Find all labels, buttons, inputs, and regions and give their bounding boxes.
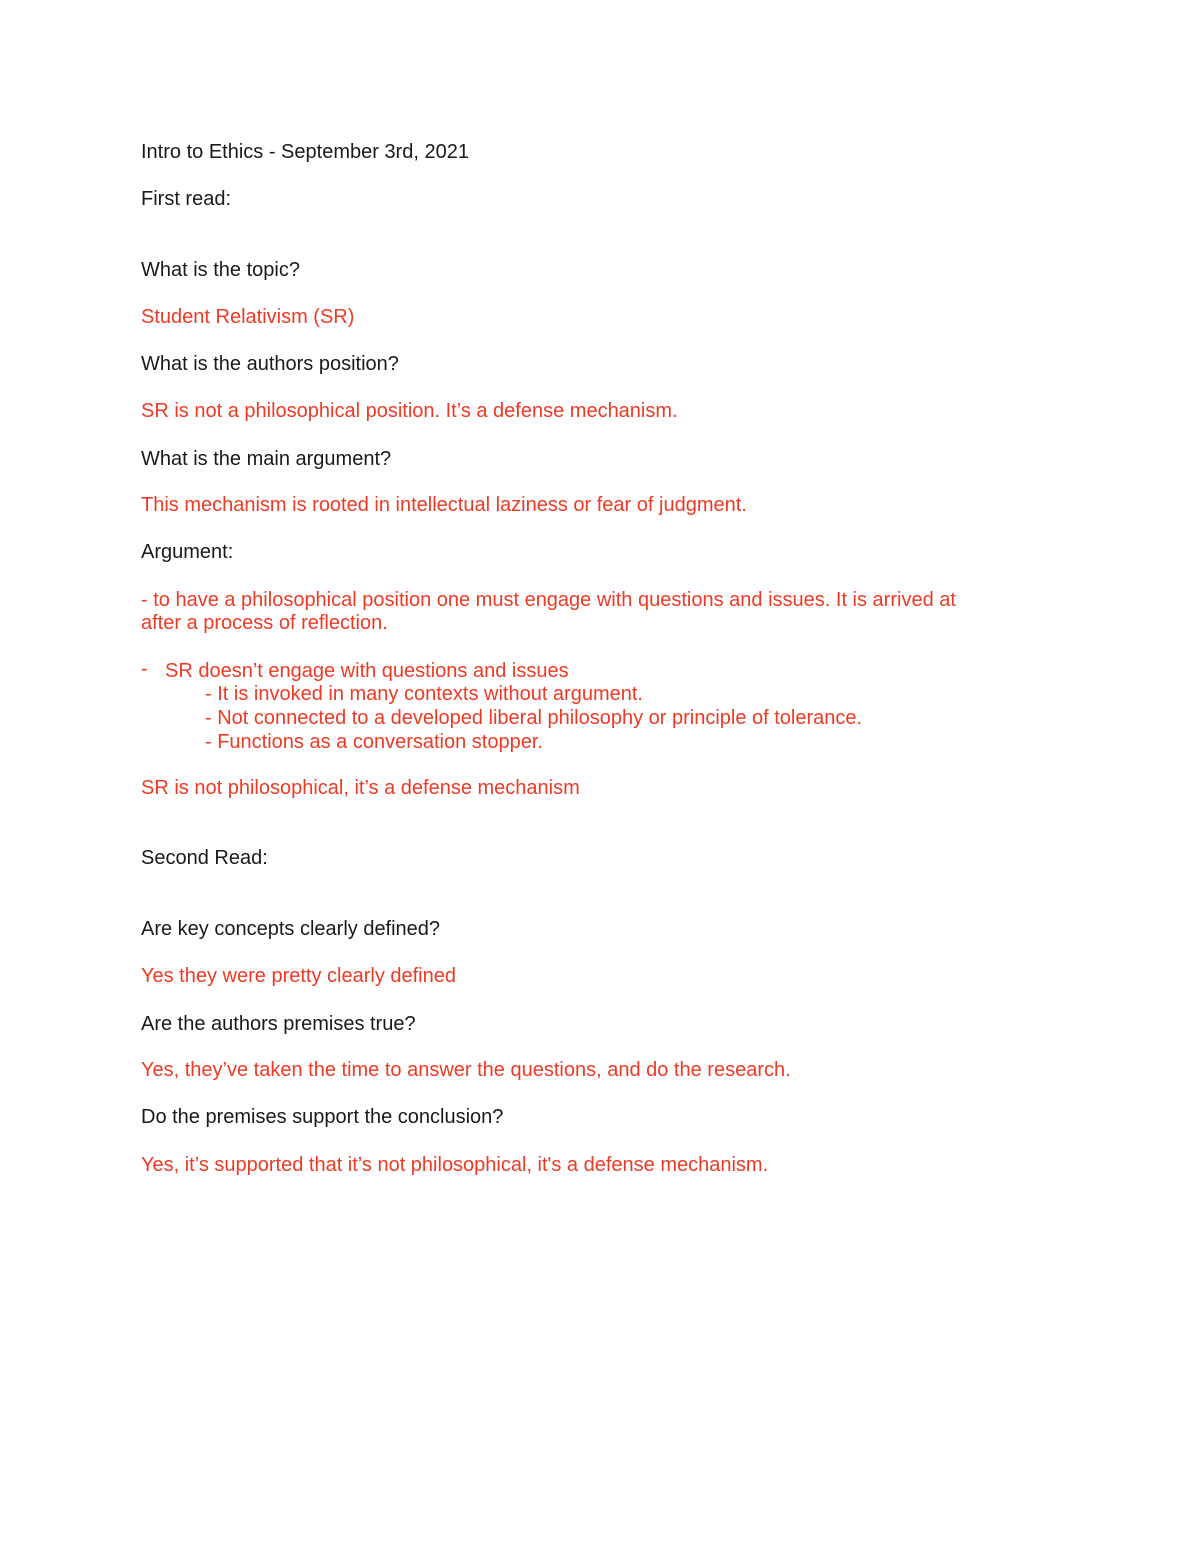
support-answer: Yes, it’s supported that it’s not philosophical, it's a defense mechanism. xyxy=(141,1154,769,1176)
sub-point: - It is invoked in many contexts without argument. xyxy=(205,683,643,705)
argument-heading: Argument: xyxy=(141,541,234,563)
conclusion: SR is not philosophical, it’s a defense mechanism xyxy=(141,777,580,799)
topic-question: What is the topic? xyxy=(141,259,300,281)
concepts-answer: Yes they were pretty clearly defined xyxy=(141,965,456,987)
premises-question: Are the authors premises true? xyxy=(141,1013,416,1035)
sub-point: - Not connected to a developed liberal philosophy or principle of tolerance. xyxy=(205,707,863,729)
premise-1-line-1: - to have a philosophical position one must engage with questions and issues. It is arrived at xyxy=(141,589,956,611)
sub-point: - Functions as a conversation stopper. xyxy=(205,731,543,753)
document-title: Intro to Ethics - September 3rd, 2021 xyxy=(141,141,469,163)
argument-question: What is the main argument? xyxy=(141,448,392,470)
premise-2: SR doesn’t engage with questions and issues xyxy=(165,660,569,682)
premise-1-line-2: after a process of reflection. xyxy=(141,612,388,634)
first-read-heading: First read: xyxy=(141,188,232,210)
support-question: Do the premises support the conclusion? xyxy=(141,1106,504,1128)
concepts-question: Are key concepts clearly defined? xyxy=(141,918,441,940)
second-read-heading: Second Read: xyxy=(141,847,268,869)
position-answer: SR is not a philosophical position. It’s a defense mechanism. xyxy=(141,400,678,422)
argument-answer: This mechanism is rooted in intellectual laziness or fear of judgment. xyxy=(141,494,747,516)
premises-answer: Yes, they’ve taken the time to answer the questions, and do the research. xyxy=(141,1059,791,1081)
topic-answer: Student Relativism (SR) xyxy=(141,306,355,328)
premise-2-dash: - xyxy=(141,658,148,680)
position-question: What is the authors position? xyxy=(141,353,399,375)
